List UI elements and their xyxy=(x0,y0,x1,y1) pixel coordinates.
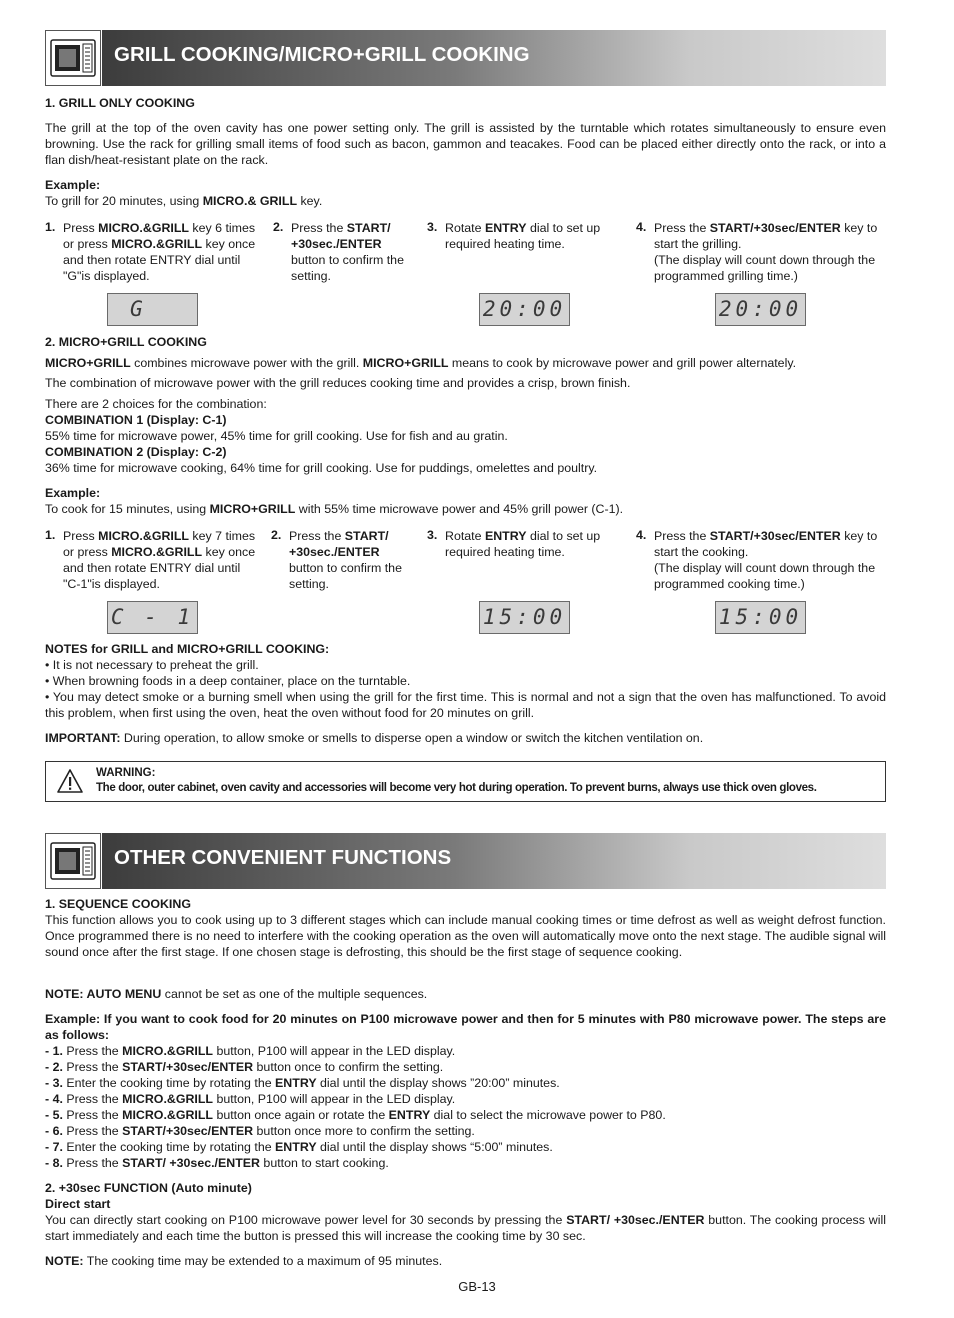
lcd-display: 15:00 xyxy=(715,601,806,634)
note: NOTE: The cooking time may be extended to a maximum of 95 minutes. xyxy=(45,1254,443,1268)
sequence-step: - 3. Enter the cooking time by rotating the ENTRY dial until the display shows ”20:00” minutes. xyxy=(45,1076,560,1090)
step-text: Press the START/+30sec/ENTER key to start the cooking. (The display will count down through the programmed cooking time.) xyxy=(654,529,878,591)
step-number: 1. xyxy=(45,220,56,234)
page-number: GB-13 xyxy=(458,1279,496,1294)
example-label: Example: xyxy=(45,486,101,500)
section-header-grill xyxy=(45,30,886,86)
step-number: 4. xyxy=(636,220,647,234)
notes-heading: NOTES for GRILL and MICRO+GRILL COOKING: xyxy=(45,642,330,656)
sequence-step: - 2. Press the START/+30sec/ENTER button once to confirm the setting. xyxy=(45,1060,444,1074)
step-text: Press the START/ +30sec./ENTER button to confirm the setting. xyxy=(291,221,404,283)
step-number: 3. xyxy=(427,220,438,234)
example-text: To grill for 20 minutes, using MICRO.& GRILL key. xyxy=(45,194,323,208)
example-text: Example: If you want to cook food for 20 minutes on P100 microwave power and then for 5 minutes with P80 microwave power. The steps are as follows: xyxy=(45,1012,886,1042)
section-header-other xyxy=(45,833,886,889)
sub-heading: 2. MICRO+GRILL COOKING xyxy=(45,335,207,349)
step-number: 3. xyxy=(427,528,438,542)
section-title: OTHER CONVENIENT FUNCTIONS xyxy=(114,846,452,869)
combination-heading: COMBINATION 2 (Display: C-2) xyxy=(45,445,227,459)
step-text: Press the START/ +30sec./ENTER button to confirm the setting. xyxy=(289,529,402,591)
sequence-step: - 5. Press the MICRO.&GRILL button once again or rotate the ENTRY dial to select the microwave power to P80. xyxy=(45,1108,666,1122)
warning-text: The door, outer cabinet, oven cavity and accessories will become very hot during operation. To prevent burns, always use thick oven gloves. xyxy=(96,782,817,794)
paragraph: MICRO+GRILL combines microwave power with the grill. MICRO+GRILL means to cook by microwave power and grill power alternately. xyxy=(45,356,797,370)
sub-sub-heading: Direct start xyxy=(45,1197,111,1211)
sequence-step: - 8. Press the START/ +30sec./ENTER button to start cooking. xyxy=(45,1156,389,1170)
note-item: • You may detect smoke or a burning smell when using the grill for the first time. This is normal and not a sign that the oven has malfunctioned. To avoid this problem, when first using the oven, heat the oven without food for 20 minutes on grill. xyxy=(45,690,886,720)
paragraph: There are 2 choices for the combination: xyxy=(45,397,267,411)
step-number: 2. xyxy=(271,528,282,542)
sub-heading: 2. +30sec FUNCTION (Auto minute) xyxy=(45,1181,252,1195)
step-text: Rotate ENTRY dial to set up required heating time. xyxy=(445,529,601,559)
example-text: To cook for 15 minutes, using MICRO+GRILL with 55% time microwave power and 45% grill power (C-1). xyxy=(45,502,624,516)
sequence-step: - 6. Press the START/+30sec/ENTER button once more to confirm the setting. xyxy=(45,1124,475,1138)
step-number: 1. xyxy=(45,528,56,542)
warning-label: WARNING: xyxy=(96,767,156,779)
note-item: • When browning foods in a deep container, place on the turntable. xyxy=(45,674,411,688)
combination-heading: COMBINATION 1 (Display: C-1) xyxy=(45,413,227,427)
step-text: Rotate ENTRY dial to set up required heating time. xyxy=(445,221,601,251)
paragraph: The grill at the top of the oven cavity has one power setting only. The grill is assisted by the turntable which rotates simultaneously to ensure even browning. Use the rack for grilling small items of food such as bacon, gammon and teacakes. Food can be placed either directly onto the rack, or into a flan dish/heat-resistant plate on the rack. xyxy=(45,121,886,167)
paragraph: You can directly start cooking on P100 microwave power level for 30 seconds by pressing the START/ +30sec./ENTER button. The cooking process will start immediately and each time the button is pressed this will increase the cooking time by 30 sec. xyxy=(45,1213,886,1243)
note-item: • It is not necessary to preheat the grill. xyxy=(45,658,259,672)
important-note: IMPORTANT: During operation, to allow smoke or smells to disperse open a window or switch the kitchen ventilation on. xyxy=(45,731,704,745)
sub-heading: 1. SEQUENCE COOKING xyxy=(45,897,191,911)
sequence-step: - 4. Press the MICRO.&GRILL button, P100 will appear in the LED display. xyxy=(45,1092,456,1106)
combination-text: 36% time for microwave cooking, 64% time for grill cooking. Use for puddings, omelettes and poultry. xyxy=(45,461,598,475)
paragraph: The combination of microwave power with the grill reduces cooking time and provides a crisp, brown finish. xyxy=(45,376,631,390)
sub-heading: 1. GRILL ONLY COOKING xyxy=(45,96,195,110)
example-label: Example: xyxy=(45,178,101,192)
lcd-display: 15:00 xyxy=(479,601,570,634)
step-number: 2. xyxy=(273,220,284,234)
lcd-display: G xyxy=(107,293,198,326)
sequence-step: - 1. Press the MICRO.&GRILL button, P100 will appear in the LED display. xyxy=(45,1044,456,1058)
step-text: Press MICRO.&GRILL key 7 times or press MICRO.&GRILL key once and then rotate ENTRY dial until "C-1"is displayed. xyxy=(63,529,256,591)
step-text: Press MICRO.&GRILL key 6 times or press MICRO.&GRILL key once and then rotate ENTRY dial until "G"is displayed. xyxy=(63,221,256,283)
combination-text: 55% time for microwave power, 45% time for grill cooking. Use for fish and au gratin. xyxy=(45,429,508,443)
warning-triangle-icon xyxy=(56,768,84,799)
lcd-display: C - 1 xyxy=(107,601,198,634)
lcd-display: 20:00 xyxy=(715,293,806,326)
warning-box xyxy=(45,761,886,802)
lcd-display: 20:00 xyxy=(479,293,570,326)
note: NOTE: AUTO MENU cannot be set as one of the multiple sequences. xyxy=(45,987,428,1001)
paragraph: This function allows you to cook using up to 3 different stages which can include manual cooking times or time defrost as well as weight defrost function. Once programmed there is no need to interfere with the cooking operation as the oven will automatically move onto the next stage. The audible signal will sound once after the first stage. If one chosen stage is defrosting, this should be the first stage of sequence cooking. xyxy=(45,913,886,959)
sequence-step: - 7. Enter the cooking time by rotating the ENTRY dial until the display shows “5:00” minutes. xyxy=(45,1140,553,1154)
step-number: 4. xyxy=(636,528,647,542)
microwave-oven-icon xyxy=(45,30,101,86)
microwave-oven-icon xyxy=(45,833,101,889)
step-text: Press the START/+30sec/ENTER key to start the grilling. (The display will count down through the programmed grilling time.) xyxy=(654,221,878,283)
section-title: GRILL COOKING/MICRO+GRILL COOKING xyxy=(114,43,530,66)
